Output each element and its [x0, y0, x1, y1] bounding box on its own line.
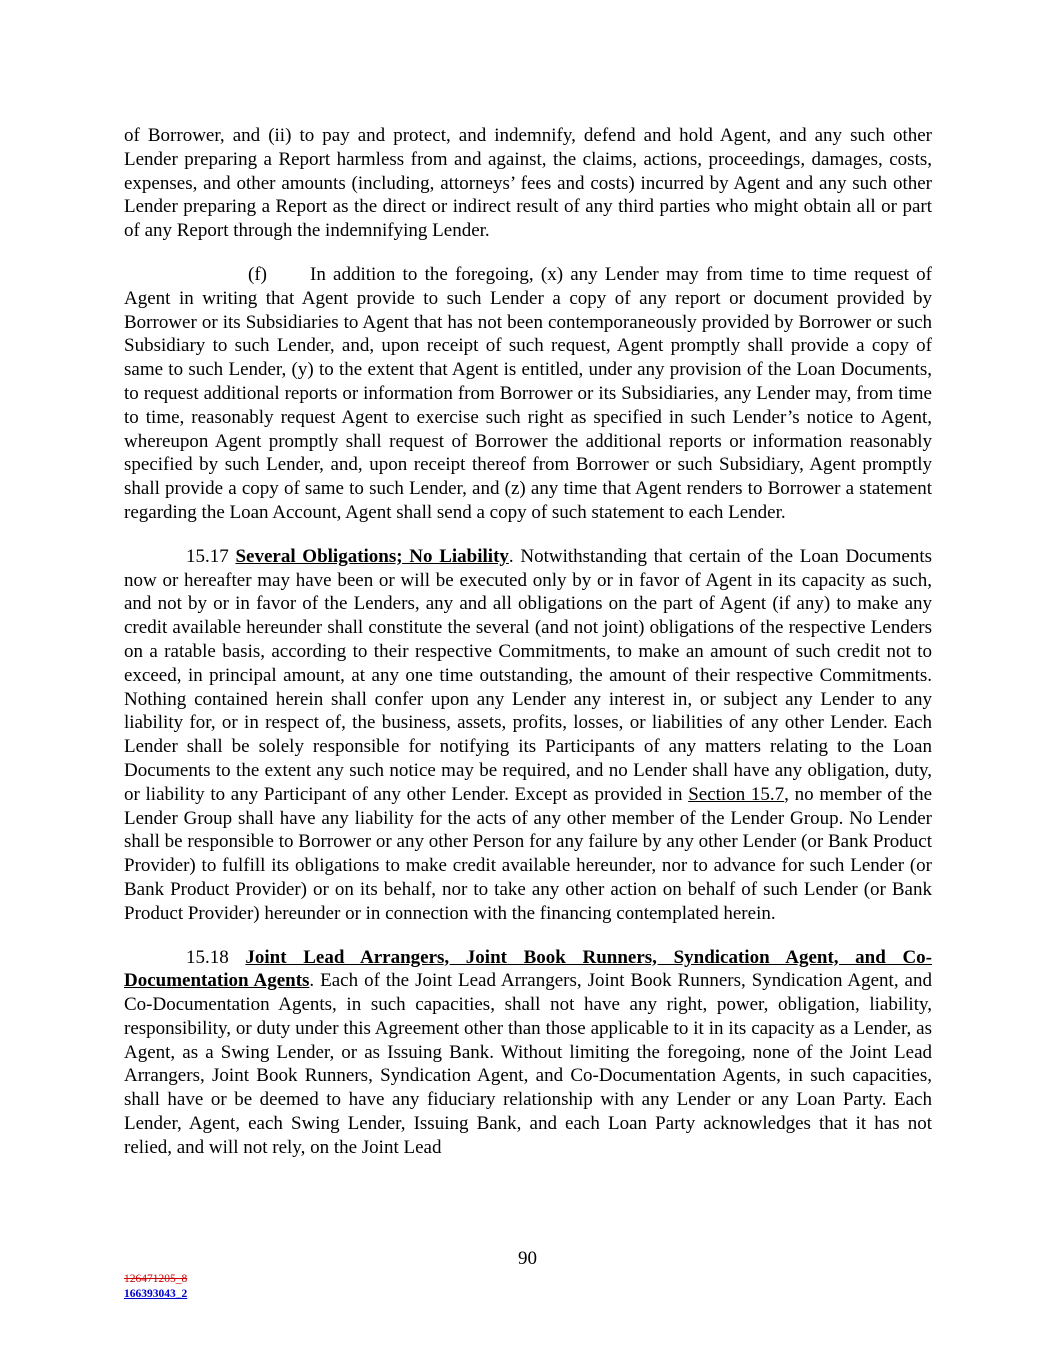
- clause-marker-f: (f): [248, 263, 267, 285]
- section-15-18: [124, 946, 932, 1160]
- section-15-18-text: . Each of the Joint Lead Arrangers, Joint Book Runners, Syndication Agent, and Co-Documentation Agents, in such capacities, shall not have any right, power, obligation, liability, responsibility, or duty under this Agreement other than those applicable to it in its capacity as a Lender, as Agent, as a Swing Lender, or as Issuing Bank. Without limiting the foregoing, none of the Joint Lead Arrangers, Joint Book Runners, Syndication Agent, and Co-Documentation Agents, in such capacities, shall have or be deemed to have any fiduciary relationship with any Lender or any Loan Party. Each Lender, Agent, each Swing Lender, Issuing Bank, and each Loan Party acknowledges that it has not relied, and will not rely, on the Joint Lead: [124, 970, 932, 1158]
- section-number-15-18: 15.18: [186, 946, 229, 968]
- paragraph-f: [124, 263, 932, 525]
- section-heading-15-18: Joint Lead Arrangers, Joint Book Runners, Syndication Agent, and Co-Documentation Agents: [124, 946, 933, 992]
- section-15-17-text-a: . Notwithstanding that certain of the Loan Documents now or hereafter may have been or will be executed only by or in favor of Agent in its capacity as such, and not by or in favor of the Lenders, any and all obligations on the part of Agent (if any) to make any credit available hereunder shall constitute the several (and not joint) obligations of the respective Lenders on a ratable basis, according to their respective Commitments, to make an amount of such credit not to exceed, in principal amount, at any one time outstanding, the amount of their respective Commitments. Nothing contained herein shall confer upon any Lender any interest in, or subject any Lender to any liability for, or in respect of, the business, assets, profits, losses, or liabilities of any other Lender. Each Lender shall be solely responsible for notifying its Participants of any matters relating to the Loan Documents to the extent any such notice may be required, and no Lender shall have any obligation, duty, or liability to any Participant of any other Lender. Except as provided in: [124, 545, 932, 805]
- document-ids: [124, 1272, 187, 1302]
- doc-id-deleted: 126471205_8: [124, 1273, 188, 1285]
- document-page: [124, 124, 932, 1180]
- clause-f-text: In addition to the foregoing, (x) any Lender may from time to time request of Agent in writing that Agent provide to such Lender a copy of any report or document provided by Borrower or its Subsidiaries to Agent that has not been contemporaneously provided by Borrower or such Subsidiary to such Lender, and, upon receipt of such request, Agent promptly shall provide a copy of same to such Lender, (y) to the extent that Agent is entitled, under any provision of the Loan Documents, to request additional reports or information from Borrower or its Subsidiaries, any Lender may, from time to time, reasonably request Agent to exercise such right as specified in such Lender’s notice to Agent, whereupon Agent promptly shall request of Borrower the additional reports or information reasonably specified by such Lender, and, upon receipt thereof from Borrower or such Subsidiary, Agent promptly shall provide a copy of same to such Lender, and (z) any time that Agent renders to Borrower a statement regarding the Loan Account, Agent shall send a copy of such statement to each Lender.: [124, 263, 932, 523]
- section-heading-15-17: Several Obligations; No Liability: [235, 545, 509, 567]
- doc-id-inserted: 166393043_2: [124, 1288, 188, 1300]
- paragraph-continuation: of Borrower, and (ii) to pay and protect, and indemnify, defend and hold Agent, and any such other Lender preparing a Report harmless from and against, the claims, actions, proceedings, damages, costs, expenses, and other amounts (including, attorneys’ fees and costs) incurred by Agent and any such other Lender preparing a Report as the direct or indirect result of any third parties who might obtain all or part of any Report through the indemnifying Lender.: [124, 125, 932, 242]
- page-number: 90: [518, 1248, 537, 1269]
- section-15-17: [124, 545, 932, 926]
- section-number-15-17: 15.17: [186, 545, 229, 567]
- section-15-7-reference[interactable]: Section 15.7: [688, 783, 785, 805]
- section-15-17-text-b: , no member of the Lender Group shall have any liability for the acts of any other member of the Lender Group. No Lender shall be responsible to Borrower or any other Person for any failure by any other Lender (or Bank Product Provider) to fulfill its obligations to make credit available hereunder, nor to advance for such Lender (or Bank Product Provider) or on its behalf, nor to take any other action on behalf of such Lender (or Bank Product Provider) hereunder or in connection with the financing contemplated herein.: [124, 783, 933, 924]
